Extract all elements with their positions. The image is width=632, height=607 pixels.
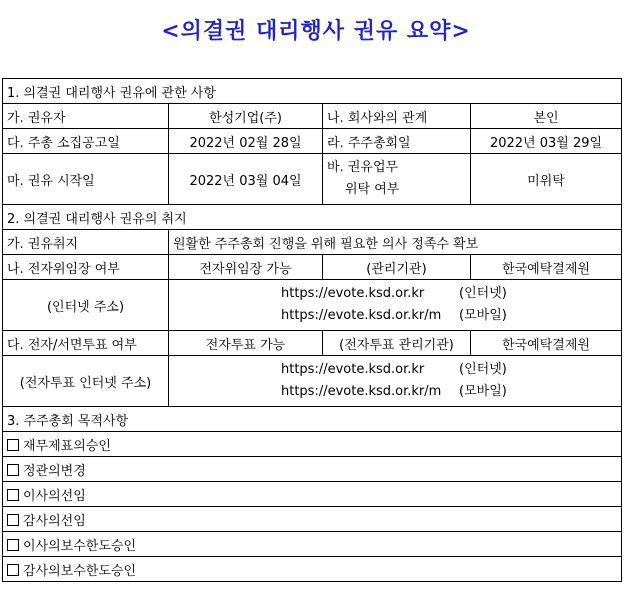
purpose-label: 가. 권유취지 xyxy=(3,230,169,255)
agenda-item-row xyxy=(3,532,622,557)
agenda-item-label: 재무제표의승인 xyxy=(23,438,111,454)
section3-heading: 3. 주주총회 목적사항 xyxy=(3,407,622,432)
vote-url-mobile-note: (모바일) xyxy=(459,384,507,399)
checkbox-icon xyxy=(7,439,19,451)
proxy-url-line-1 xyxy=(281,283,617,305)
vote-row xyxy=(3,331,622,356)
proxy-url-label: (인터넷 주소) xyxy=(3,280,169,331)
proxy-url-mobile[interactable]: https://evote.ksd.or.kr/m xyxy=(281,308,442,323)
proxy-agency-label: (관리기관) xyxy=(323,255,471,280)
agenda-item-row xyxy=(3,432,622,457)
proxy-url-cell xyxy=(169,280,622,331)
checkbox-icon xyxy=(7,464,19,476)
section1-heading: 1. 의결권 대리행사 권유에 관한 사항 xyxy=(3,79,622,104)
vote-url-internet-note: (인터넷) xyxy=(459,362,507,377)
vote-url-cell xyxy=(169,356,622,407)
delegation-label-line1: 바. 권유업무 xyxy=(327,160,399,175)
vote-value: 전자투표 가능 xyxy=(169,331,323,356)
vote-url-label: (전자투표 인터넷 주소) xyxy=(3,356,169,407)
relation-value: 본인 xyxy=(471,104,622,129)
agenda-item xyxy=(3,557,622,582)
proxy-url-internet[interactable]: https://evote.ksd.or.kr xyxy=(281,286,425,301)
document-title: <의결권 대리행사 권유 요약> xyxy=(161,18,471,44)
proxy-agency-value: 한국예탁결제원 xyxy=(471,255,622,280)
meeting-label: 라. 주주총회일 xyxy=(323,129,471,154)
agenda-item-row xyxy=(3,557,622,582)
checkbox-icon xyxy=(7,539,19,551)
proxy-url-mobile-note: (모바일) xyxy=(459,308,507,323)
section3-heading-row xyxy=(3,407,622,432)
proxy-label: 나. 전자위임장 여부 xyxy=(3,255,169,280)
agenda-item-label: 이사의보수한도승인 xyxy=(23,538,137,554)
agenda-item-label: 감사의선임 xyxy=(23,513,86,529)
agenda-item-label: 감사의보수한도승인 xyxy=(23,563,137,579)
start-value: 2022년 03월 04일 xyxy=(169,154,323,205)
checkbox-icon xyxy=(7,489,19,501)
checkbox-icon xyxy=(7,564,19,576)
agenda-item-label: 이사의선임 xyxy=(23,488,86,504)
agenda-item-row xyxy=(3,507,622,532)
section1-heading-row xyxy=(3,79,622,104)
vote-label: 다. 전자/서면투표 여부 xyxy=(3,331,169,356)
agenda-item xyxy=(3,532,622,557)
start-label: 마. 권유 시작일 xyxy=(3,154,169,205)
proxy-value: 전자위임장 가능 xyxy=(169,255,323,280)
relation-label: 나. 회사와의 관계 xyxy=(323,104,471,129)
vote-url-internet[interactable]: https://evote.ksd.or.kr xyxy=(281,362,425,377)
purpose-row xyxy=(3,230,622,255)
vote-url-line-1 xyxy=(281,359,617,381)
section2-heading-row xyxy=(3,205,622,230)
delegation-value: 미위탁 xyxy=(471,154,622,205)
proxy-summary-table xyxy=(2,78,622,582)
proxy-row xyxy=(3,255,622,280)
start-row xyxy=(3,154,622,205)
vote-url-row xyxy=(3,356,622,407)
agenda-item-row xyxy=(3,457,622,482)
delegation-label xyxy=(323,154,471,205)
vote-agency-label: (전자투표 관리기관) xyxy=(323,331,471,356)
checkbox-icon xyxy=(7,514,19,526)
agenda-item xyxy=(3,432,622,457)
notice-value: 2022년 02월 28일 xyxy=(169,129,323,154)
agenda-item-row xyxy=(3,482,622,507)
dates-row xyxy=(3,129,622,154)
notice-label: 다. 주총 소집공고일 xyxy=(3,129,169,154)
vote-url-mobile[interactable]: https://evote.ksd.or.kr/m xyxy=(281,384,442,399)
agenda-item xyxy=(3,457,622,482)
delegation-label-line2: 위탁 여부 xyxy=(345,182,400,197)
solicitor-row xyxy=(3,104,622,129)
proxy-url-line-2 xyxy=(281,305,617,327)
solicitor-label: 가. 권유자 xyxy=(3,104,169,129)
meeting-value: 2022년 03월 29일 xyxy=(471,129,622,154)
solicitor-value: 한성기업(주) xyxy=(169,104,323,129)
purpose-value: 원활한 주주총회 진행을 위해 필요한 의사 정족수 확보 xyxy=(169,230,622,255)
agenda-item xyxy=(3,482,622,507)
proxy-url-row xyxy=(3,280,622,331)
section2-heading: 2. 의결권 대리행사 권유의 취지 xyxy=(3,205,622,230)
proxy-url-internet-note: (인터넷) xyxy=(459,286,507,301)
vote-agency-value: 한국예탁결제원 xyxy=(471,331,622,356)
vote-url-line-2 xyxy=(281,381,617,403)
agenda-item-label: 정관의변경 xyxy=(23,463,86,479)
agenda-item xyxy=(3,507,622,532)
